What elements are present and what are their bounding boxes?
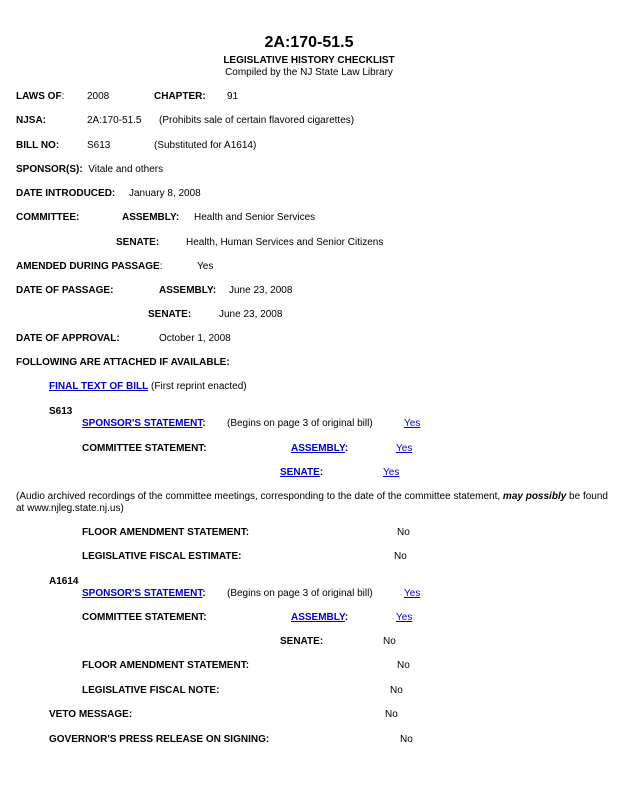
a1614-sponsor-statement-yes-link[interactable]: Yes bbox=[404, 588, 421, 599]
bill-no-label: BILL NO: bbox=[16, 140, 60, 151]
s613-label: S613 bbox=[49, 406, 73, 417]
amended-row bbox=[16, 261, 163, 273]
passage-senate-value: June 23, 2008 bbox=[219, 309, 283, 320]
veto-message-label: VETO MESSAGE: bbox=[49, 709, 133, 720]
a1614-sponsor-statement-colon: : bbox=[202, 588, 206, 599]
chapter-value: 91 bbox=[227, 91, 239, 102]
committee-senate-value: Health, Human Services and Senior Citizens bbox=[186, 237, 384, 248]
a1614-floor-amendment-label: FLOOR AMENDMENT STATEMENT: bbox=[82, 660, 250, 671]
s613-sponsor-statement-colon: : bbox=[202, 418, 206, 429]
s613-senate-link[interactable]: SENATE bbox=[280, 467, 320, 478]
date-introduced-label: DATE INTRODUCED: bbox=[16, 188, 116, 199]
sponsors-row bbox=[16, 164, 163, 176]
final-text-note: (First reprint enacted) bbox=[151, 381, 247, 392]
sponsors-label: SPONSOR(S): bbox=[16, 164, 83, 175]
audio-note-before: (Audio archived recordings of the committee meetings, corresponding to the date of the committee statement, bbox=[16, 491, 503, 502]
committee-assembly-value: Health and Senior Services bbox=[194, 212, 316, 223]
a1614-label: A1614 bbox=[49, 576, 79, 587]
page-title: 2A:170-51.5 bbox=[264, 34, 354, 51]
audio-archive-note bbox=[16, 491, 616, 515]
a1614-sponsor-statement-link[interactable]: SPONSOR'S STATEMENT bbox=[82, 588, 203, 599]
s613-committee-statement-label: COMMITTEE STATEMENT: bbox=[82, 443, 207, 454]
s613-sponsor-statement-yes-link[interactable]: Yes bbox=[404, 418, 421, 429]
final-text-link[interactable]: FINAL TEXT OF BILL bbox=[49, 381, 149, 392]
a1614-assembly-colon: : bbox=[344, 612, 349, 623]
s613-floor-amendment-value: No bbox=[397, 527, 410, 538]
a1614-fiscal-note-value: No bbox=[390, 685, 403, 696]
a1614-sponsor-statement-note: (Begins on page 3 of original bill) bbox=[227, 588, 373, 599]
amended-value: Yes bbox=[197, 261, 214, 272]
s613-senate-yes-link[interactable]: Yes bbox=[383, 467, 400, 478]
sponsors-value: Vitale and others bbox=[88, 164, 164, 175]
passage-assembly-value: June 23, 2008 bbox=[229, 285, 293, 296]
audio-note-after: be found at www.njleg.state.nj.us) bbox=[16, 491, 608, 514]
s613-senate-row bbox=[280, 467, 323, 479]
press-release-value: No bbox=[400, 734, 413, 745]
njsa-description: (Prohibits sale of certain flavored cigarettes) bbox=[159, 115, 355, 126]
a1614-senate-value: No bbox=[383, 636, 396, 647]
laws-of-colon: : bbox=[61, 91, 65, 102]
s613-assembly-colon: : bbox=[344, 443, 349, 454]
amended-colon: : bbox=[159, 261, 163, 272]
audio-note-emphasis: may possibly bbox=[502, 491, 567, 502]
compiler-note: Compiled by the NJ State Law Library bbox=[225, 67, 393, 78]
a1614-fiscal-note-label: LEGISLATIVE FISCAL NOTE: bbox=[82, 685, 220, 696]
passage-senate-label: SENATE: bbox=[148, 309, 192, 320]
bill-no-value: S613 bbox=[87, 140, 111, 151]
laws-of-row bbox=[16, 91, 64, 103]
passage-assembly-label: ASSEMBLY: bbox=[159, 285, 217, 296]
a1614-assembly-link[interactable]: ASSEMBLY bbox=[291, 612, 345, 623]
chapter-label: CHAPTER: bbox=[154, 91, 206, 102]
final-text-row bbox=[49, 381, 247, 393]
a1614-sponsor-statement-row bbox=[82, 588, 206, 600]
s613-floor-amendment-label: FLOOR AMENDMENT STATEMENT: bbox=[82, 527, 250, 538]
committee-label: COMMITTEE: bbox=[16, 212, 80, 223]
s613-assembly-yes-link[interactable]: Yes bbox=[396, 443, 413, 454]
committee-assembly-label: ASSEMBLY: bbox=[122, 212, 180, 223]
s613-assembly-row bbox=[291, 443, 348, 455]
veto-message-value: No bbox=[385, 709, 398, 720]
a1614-committee-statement-label: COMMITTEE STATEMENT: bbox=[82, 612, 207, 623]
date-of-approval-label: DATE OF APPROVAL: bbox=[16, 333, 120, 344]
njsa-label: NJSA: bbox=[16, 115, 47, 126]
s613-fiscal-estimate-label: LEGISLATIVE FISCAL ESTIMATE: bbox=[82, 551, 242, 562]
njsa-value: 2A:170-51.5 bbox=[87, 115, 142, 126]
committee-senate-label: SENATE: bbox=[116, 237, 160, 248]
s613-senate-colon: : bbox=[319, 467, 324, 478]
a1614-floor-amendment-value: No bbox=[397, 660, 410, 671]
s613-sponsor-statement-note: (Begins on page 3 of original bill) bbox=[227, 418, 373, 429]
page-subtitle: LEGISLATIVE HISTORY CHECKLIST bbox=[223, 55, 395, 66]
laws-of-label: LAWS OF bbox=[16, 91, 62, 102]
date-of-passage-label: DATE OF PASSAGE: bbox=[16, 285, 114, 296]
attached-heading: FOLLOWING ARE ATTACHED IF AVAILABLE: bbox=[16, 357, 230, 368]
press-release-label: GOVERNOR'S PRESS RELEASE ON SIGNING: bbox=[49, 734, 270, 745]
a1614-assembly-row bbox=[291, 612, 348, 624]
date-introduced-value: January 8, 2008 bbox=[129, 188, 201, 199]
bill-no-note: (Substituted for A1614) bbox=[154, 140, 257, 151]
s613-fiscal-estimate-value: No bbox=[394, 551, 407, 562]
a1614-assembly-yes-link[interactable]: Yes bbox=[396, 612, 413, 623]
s613-sponsor-statement-row bbox=[82, 418, 206, 430]
laws-of-year: 2008 bbox=[87, 91, 110, 102]
date-of-approval-value: October 1, 2008 bbox=[159, 333, 231, 344]
s613-sponsor-statement-link[interactable]: SPONSOR'S STATEMENT bbox=[82, 418, 203, 429]
a1614-senate-label: SENATE: bbox=[280, 636, 324, 647]
s613-assembly-link[interactable]: ASSEMBLY bbox=[291, 443, 345, 454]
amended-label: AMENDED DURING PASSAGE bbox=[16, 261, 160, 272]
